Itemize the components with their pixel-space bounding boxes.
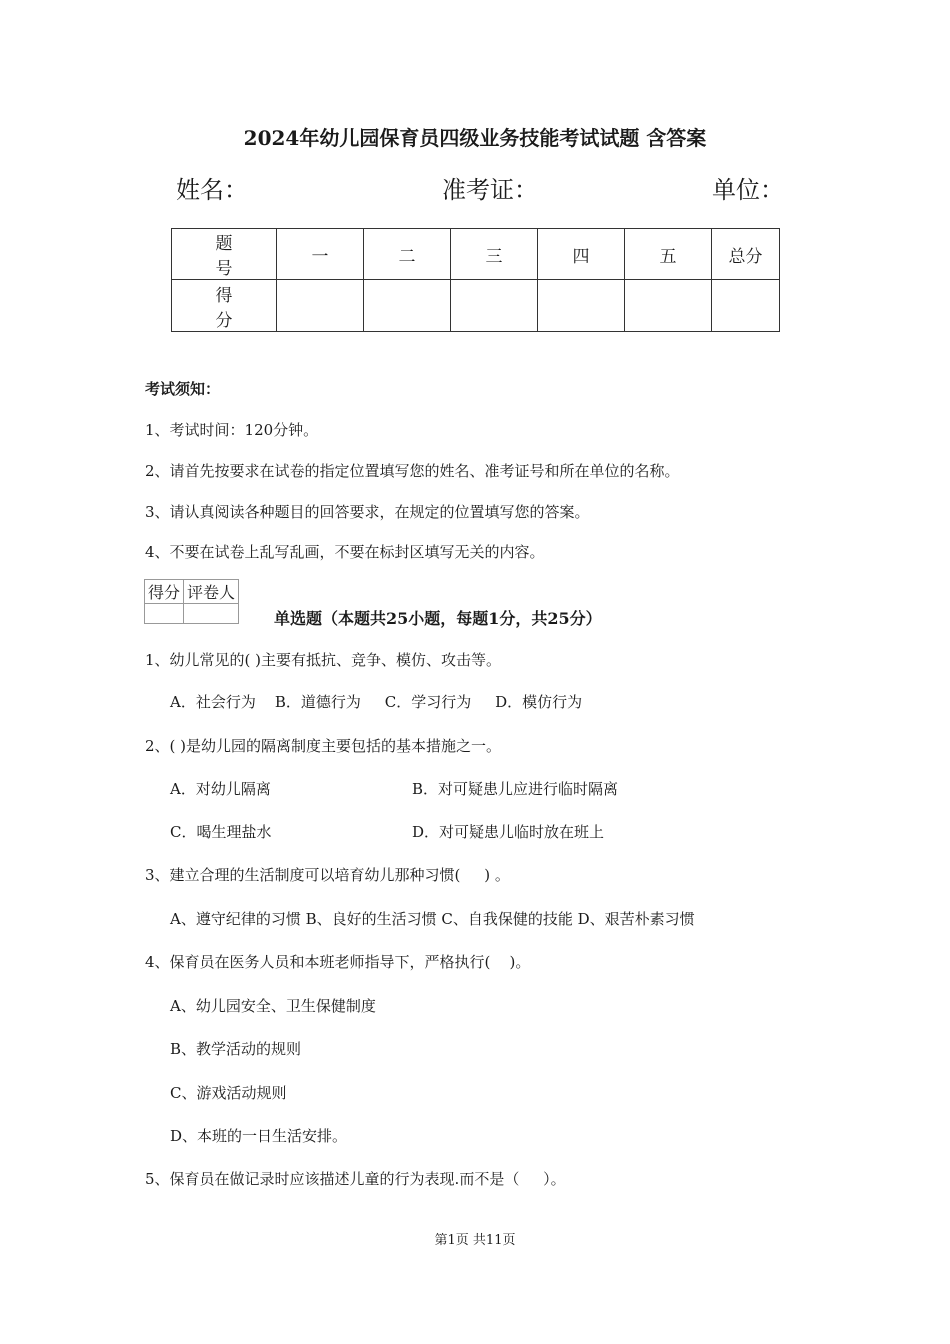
- question-3-options: A、遵守纪律的习惯 B、良好的生活习惯 C、自我保健的技能 D、艰苦朴素习惯: [170, 910, 695, 928]
- score-table-label-question-number: 题 号: [172, 229, 277, 280]
- score-table-col-2: 二: [364, 229, 451, 280]
- instruction-item: 2、请首先按要求在试卷的指定位置填写您的姓名、准考证号和所在单位的名称。: [145, 462, 680, 480]
- question-4-option-d: D、本班的一日生活安排。: [170, 1127, 348, 1145]
- question-4-stem: 4、保育员在医务人员和本班老师指导下，严格执行( )。: [145, 953, 531, 971]
- question-4-option-a: A、幼儿园安全、卫生保健制度: [170, 997, 376, 1015]
- question-2-option-a: A．对幼儿隔离: [170, 780, 271, 798]
- score-cell-4: [538, 280, 625, 332]
- score-table-col-4: 四: [538, 229, 625, 280]
- question-2-option-c: C．喝生理盐水: [170, 823, 272, 841]
- question-4-option-b: B、教学活动的规则: [170, 1040, 302, 1058]
- exam-id-field-label: 准考证：: [442, 176, 538, 204]
- section-title: 单选题（本题共25小题，每题1分，共25分）: [274, 609, 602, 628]
- grader-box-score-label: 得分: [145, 580, 184, 604]
- score-table-col-total: 总分: [712, 229, 780, 280]
- grader-box-grader-cell: [184, 604, 239, 624]
- instruction-item: 4、不要在试卷上乱写乱画，不要在标封区填写无关的内容。: [145, 543, 545, 561]
- question-2-option-d: D．对可疑患儿临时放在班上: [412, 823, 605, 841]
- score-cell-5: [625, 280, 712, 332]
- score-table-col-5: 五: [625, 229, 712, 280]
- page-footer: 第1页 共11页: [434, 1233, 516, 1248]
- score-cell-total: [712, 280, 780, 332]
- grader-box: [144, 579, 239, 624]
- name-field-label: 姓名：: [176, 176, 248, 204]
- unit-field-label: 单位：: [712, 176, 784, 204]
- instructions-heading: 考试须知：: [145, 380, 221, 398]
- score-cell-3: [451, 280, 538, 332]
- score-cell-1: [277, 280, 364, 332]
- question-3-stem: 3、建立合理的生活制度可以培育幼儿那种习惯( ) 。: [145, 866, 510, 884]
- question-2-option-b: B．对可疑患儿应进行临时隔离: [412, 780, 619, 798]
- score-table-header-row: [172, 229, 780, 280]
- score-cell-2: [364, 280, 451, 332]
- question-1-options: A．社会行为 B．道德行为 C．学习行为 D．模仿行为: [170, 693, 583, 711]
- score-table-col-1: 一: [277, 229, 364, 280]
- page-title: 2024年幼儿园保育员四级业务技能考试试题 含答案: [243, 126, 707, 150]
- question-2-stem: 2、( )是幼儿园的隔离制度主要包括的基本措施之一。: [145, 737, 502, 755]
- instruction-item: 3、请认真阅读各种题目的回答要求，在规定的位置填写您的答案。: [145, 503, 590, 521]
- question-5-stem: 5、保育员在做记录时应该描述儿童的行为表现.而不是（ ）。: [145, 1170, 566, 1188]
- question-1-stem: 1、幼儿常见的( )主要有抵抗、竞争、模仿、攻击等。: [145, 651, 502, 669]
- score-table-label-score: 得 分: [172, 280, 277, 332]
- question-4-option-c: C、游戏活动规则: [170, 1084, 287, 1102]
- score-table: [171, 228, 780, 332]
- score-table-score-row: [172, 280, 780, 332]
- instruction-item: 1、考试时间：120分钟。: [145, 421, 319, 439]
- grader-box-score-cell: [145, 604, 184, 624]
- score-table-col-3: 三: [451, 229, 538, 280]
- grader-box-grader-label: 评卷人: [184, 580, 239, 604]
